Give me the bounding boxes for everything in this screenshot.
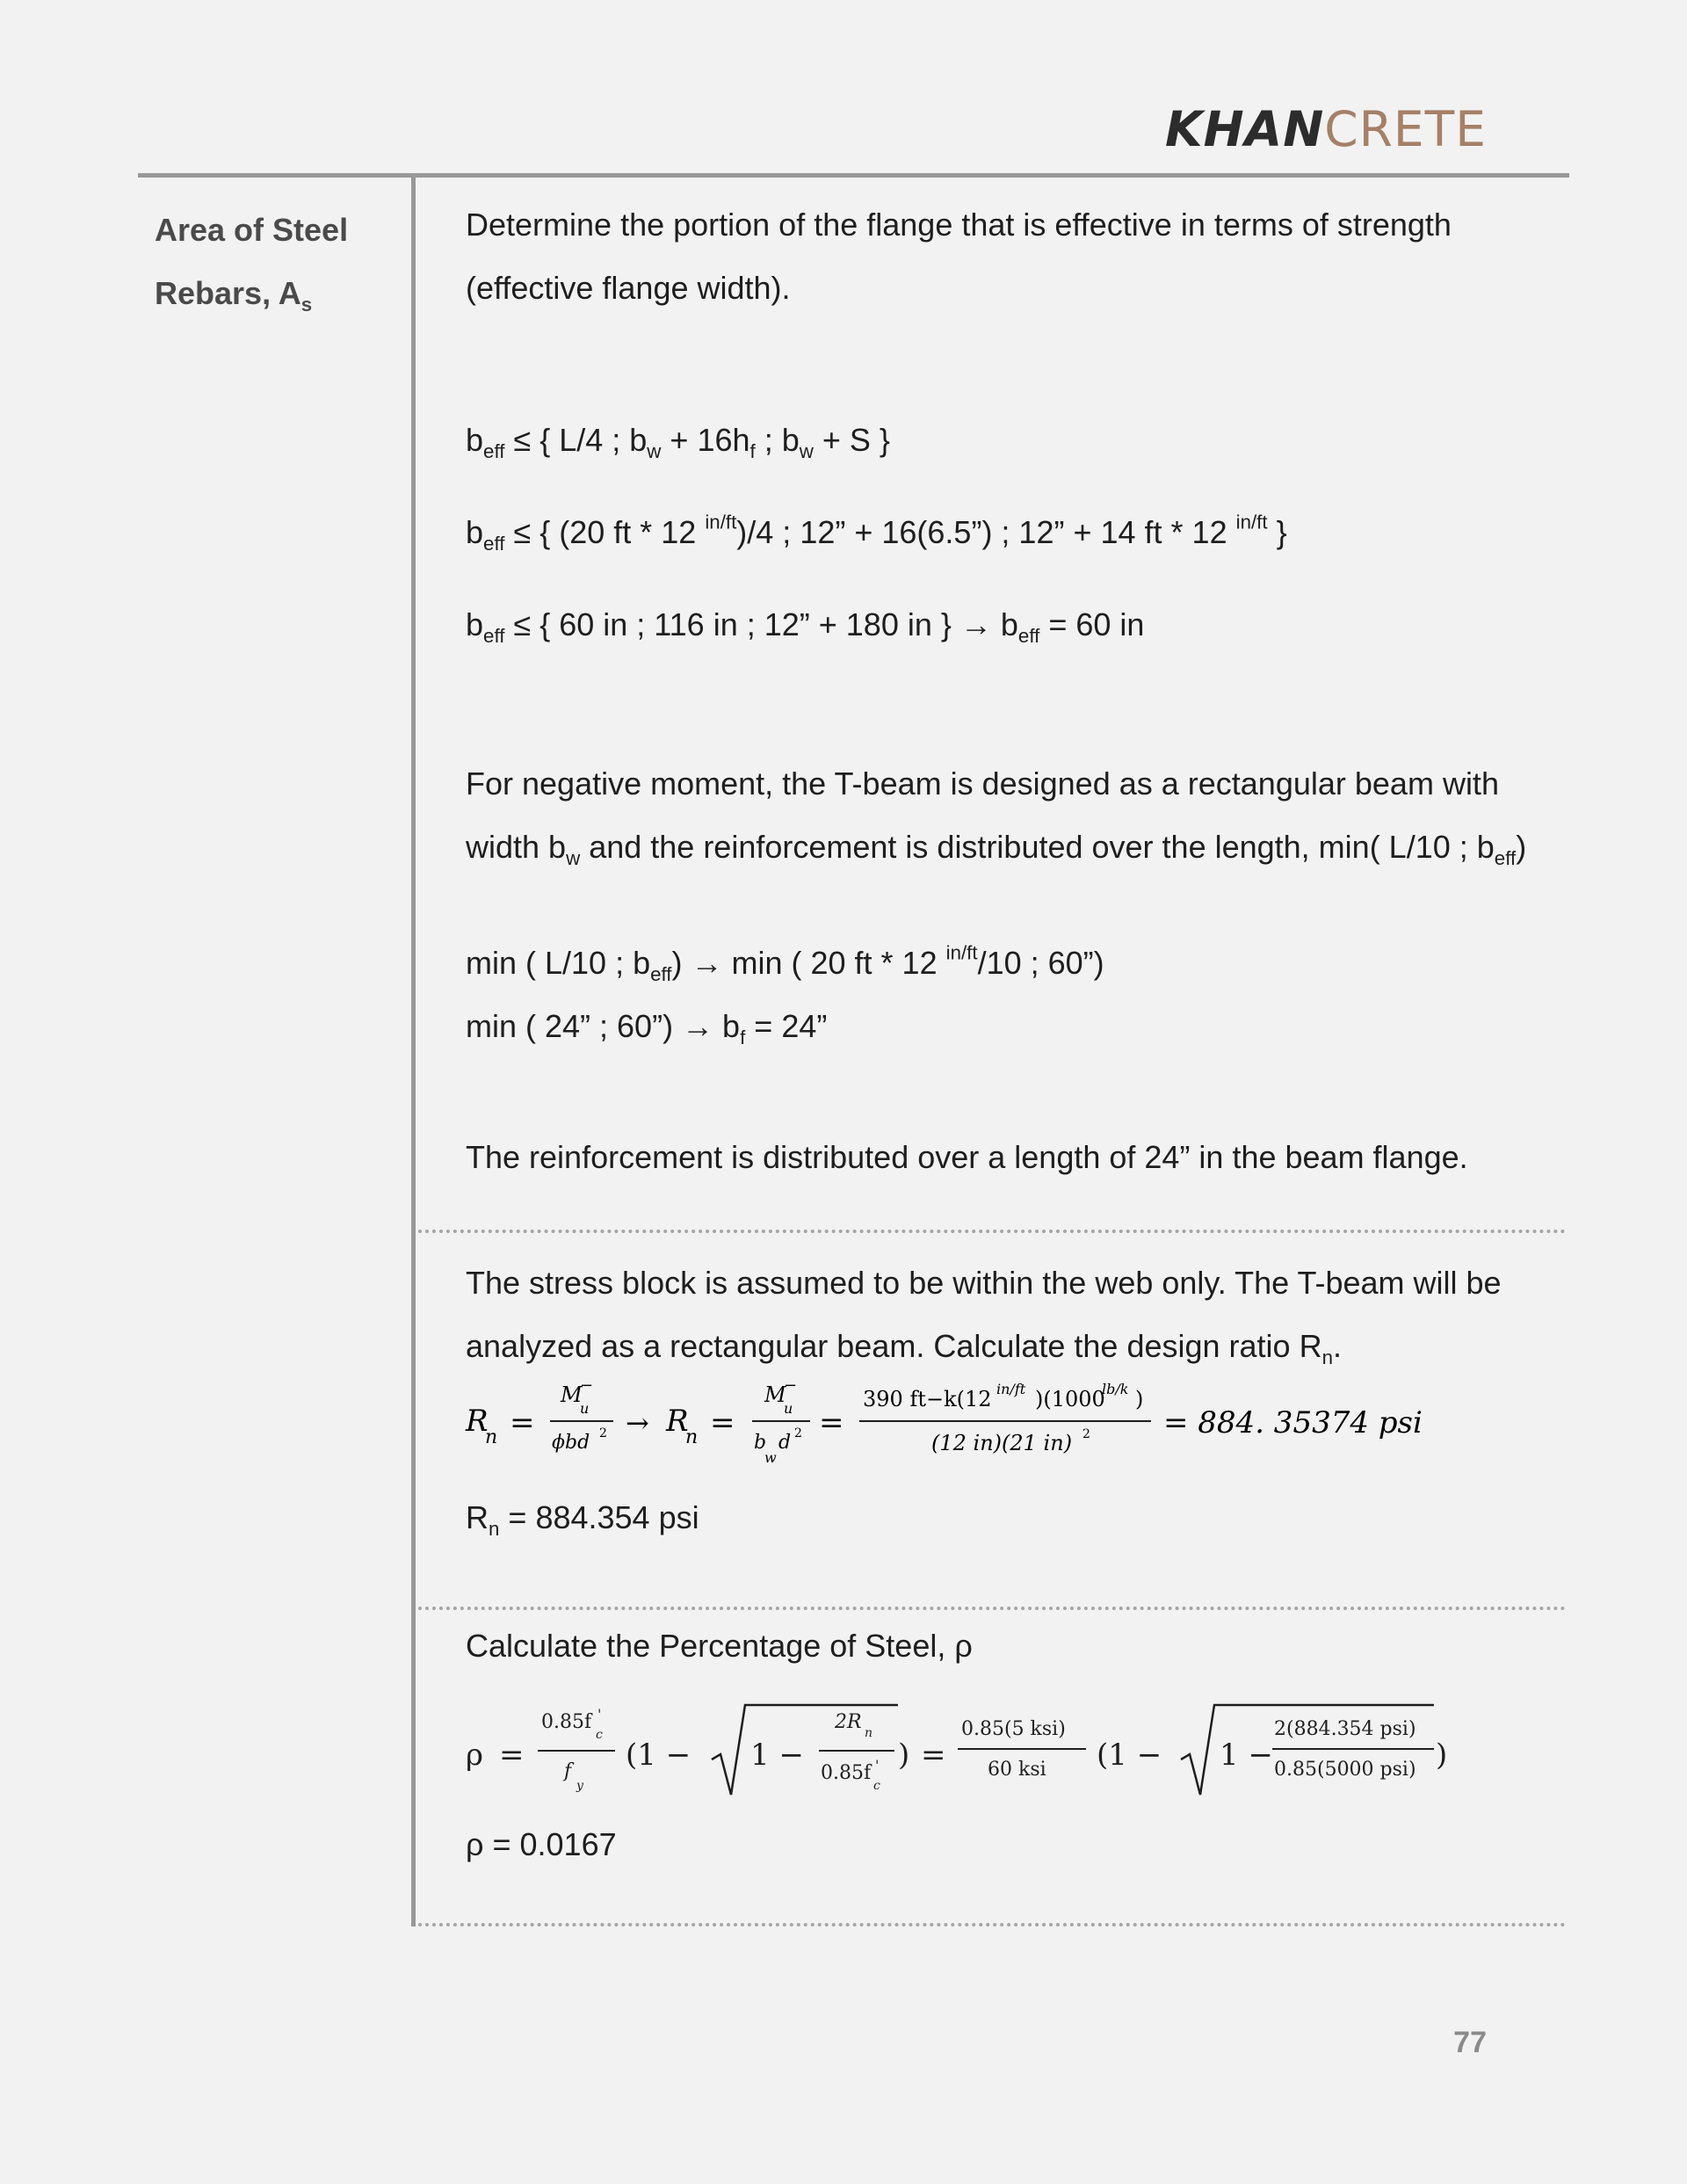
intro-paragraph <box>466 193 1555 320</box>
svg-text:M: M <box>561 1382 583 1407</box>
svg-text:−: − <box>580 1376 594 1395</box>
svg-text:): ) <box>898 1738 910 1773</box>
min-length-equation-1: min ( L/10 ; $b_{eff}) \to \min$ ( 20 ft * 12 $^{in/ft}$/10 ; 60”) <box>466 941 1104 985</box>
svg-text:=: = <box>921 1738 946 1773</box>
brand-logo-bold: KHAN <box>1165 101 1325 157</box>
svg-text:): ) <box>1436 1738 1448 1773</box>
svg-text:): ) <box>1135 1387 1144 1411</box>
svg-text:u: u <box>784 1400 793 1417</box>
design-ratio-result: $R_n = 884.354$ psi <box>466 1499 699 1540</box>
section-divider-3 <box>418 1923 1566 1926</box>
svg-text:2(884.354 psi): 2(884.354 psi) <box>1274 1718 1416 1740</box>
svg-text:lb/k: lb/k <box>1102 1381 1129 1397</box>
svg-text:': ' <box>875 1757 880 1774</box>
svg-text:0.85(5 ksi): 0.85(5 ksi) <box>961 1718 1066 1740</box>
svg-text:d: d <box>778 1432 792 1454</box>
svg-text:ϕbd: ϕbd <box>552 1432 590 1454</box>
svg-text:u: u <box>580 1400 590 1417</box>
brand-logo <box>1165 98 1487 160</box>
svg-text:M: M <box>764 1382 786 1407</box>
svg-text:(12 in)(21 in): (12 in)(21 in) <box>931 1431 1073 1455</box>
beff-equation-1: $b_{eff}$ ≤ { L/4 ; $b_w + 16h_f$ ; $b_w + S$ } <box>466 422 890 462</box>
steel-percentage-result: ρ = 0.0167 <box>466 1826 617 1862</box>
svg-text:n: n <box>865 1726 873 1740</box>
svg-text:': ' <box>597 1706 602 1723</box>
svg-text:0.85(5000 psi): 0.85(5000 psi) <box>1274 1759 1416 1781</box>
svg-text:1 −: 1 − <box>750 1738 804 1773</box>
svg-text:1 −: 1 − <box>1220 1738 1273 1773</box>
negative-moment-line-1: For negative moment, the T-beam is designed as a rectangular beam with <box>466 765 1499 802</box>
column-divider <box>411 176 416 1926</box>
svg-text:f: f <box>564 1760 572 1782</box>
svg-text:(1 −: (1 − <box>626 1738 691 1773</box>
stress-block-line-2: analyzed as a rectangular beam. Calculate the design ratio $R_n$. <box>466 1328 1343 1368</box>
svg-text:R: R <box>666 1404 689 1439</box>
svg-text:ρ: ρ <box>466 1738 483 1773</box>
svg-text:60 ksi: 60 ksi <box>988 1759 1046 1781</box>
brand-logo-light: CRETE <box>1324 101 1487 157</box>
steel-percentage-formula <box>457 1696 1494 1810</box>
design-ratio-formula <box>457 1371 1511 1477</box>
svg-text:2R: 2R <box>835 1711 862 1733</box>
svg-text:w: w <box>764 1449 777 1466</box>
svg-text:y: y <box>576 1779 583 1793</box>
intro-line-2: (effective flange width). <box>466 270 791 306</box>
svg-text:0.85f: 0.85f <box>821 1762 872 1784</box>
beff-equation-2: $b_{eff}$ ≤ { (20 ft * 12 $^{in/ft}$)/4 ; 12” + 16(6.5”) ; 12” + 14 ft * 12 $^{in/ft}$ } <box>466 511 1287 555</box>
svg-text:b: b <box>754 1432 767 1454</box>
beff-equation-3: $b_{eff}$ ≤ { 60 in ; 116 in ; 12” + 180 in } → $b_{eff} = 60$ in <box>466 606 1145 647</box>
stress-block-paragraph <box>466 1252 1555 1378</box>
section-divider-1 <box>418 1230 1566 1233</box>
svg-text:= 884. 35374 psi: = 884. 35374 psi <box>1163 1405 1423 1440</box>
header-rule <box>138 173 1569 178</box>
svg-text:c: c <box>596 1728 603 1742</box>
svg-text:n: n <box>485 1426 498 1448</box>
svg-text:=: = <box>819 1405 844 1440</box>
sidebar-label-line2: Rebars, $A_s$ <box>155 275 313 316</box>
page-number: 77 <box>1453 2026 1487 2059</box>
svg-text:2: 2 <box>794 1426 802 1440</box>
svg-text:(1 −: (1 − <box>1097 1738 1162 1773</box>
sidebar-label <box>155 199 392 325</box>
svg-text:2: 2 <box>1082 1427 1090 1441</box>
sidebar-label-line1: Area of Steel <box>155 212 349 248</box>
svg-text:)(1000: )(1000 <box>1035 1387 1105 1411</box>
svg-text:n: n <box>685 1426 699 1448</box>
section-divider-2 <box>418 1607 1566 1610</box>
stress-block-line-1: The stress block is assumed to be within the web only. The T-beam will be <box>466 1265 1502 1301</box>
svg-text:=: = <box>510 1405 535 1440</box>
svg-text:0.85f: 0.85f <box>541 1711 592 1733</box>
svg-text:−: − <box>784 1376 798 1395</box>
svg-text:→: → <box>626 1406 649 1440</box>
svg-text:=: = <box>499 1738 525 1773</box>
intro-line-1: Determine the portion of the flange that is effective in terms of strength <box>466 207 1452 243</box>
svg-text:390 ft−k(12: 390 ft−k(12 <box>863 1387 992 1411</box>
svg-text:2: 2 <box>599 1426 607 1440</box>
svg-text:c: c <box>873 1779 880 1793</box>
min-length-equation-2: min ( 24” ; 60”) → $b_f = 24$” <box>466 1008 828 1048</box>
distribution-conclusion: The reinforcement is distributed over a length of 24” in the beam flange. <box>466 1139 1468 1175</box>
negative-moment-line-2: width $b_w$ and the reinforcement is distributed over the length, min( L/10 ; $b_{eff}$) <box>466 829 1527 869</box>
negative-moment-paragraph <box>466 752 1555 879</box>
steel-percentage-title: Calculate the Percentage of Steel, ρ <box>466 1628 973 1664</box>
svg-text:R: R <box>466 1404 489 1439</box>
svg-text:in/ft: in/ft <box>996 1381 1026 1397</box>
svg-text:=: = <box>710 1405 735 1440</box>
